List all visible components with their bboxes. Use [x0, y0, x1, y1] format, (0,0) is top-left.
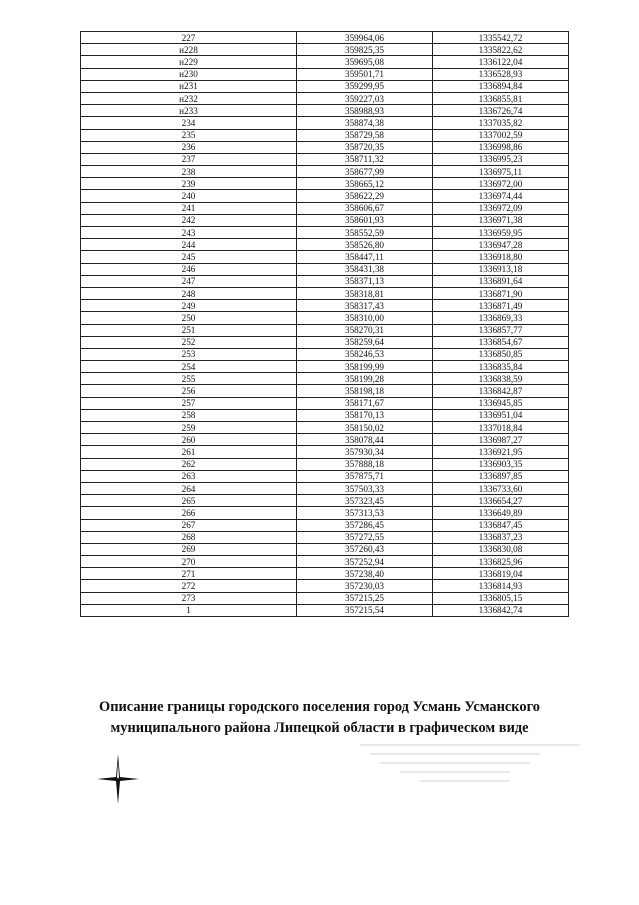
point-number-cell: 238 — [81, 166, 297, 178]
coordinates-table — [80, 31, 569, 617]
x-coordinate-cell: 358259,64 — [297, 336, 433, 348]
x-coordinate-cell: 358601,93 — [297, 214, 433, 226]
point-number-cell: 250 — [81, 312, 297, 324]
x-coordinate-cell: 359227,03 — [297, 92, 433, 104]
point-number-cell: 252 — [81, 336, 297, 348]
y-coordinate-cell: 1336972,00 — [433, 178, 569, 190]
table-row — [81, 409, 569, 421]
point-number-cell: 244 — [81, 239, 297, 251]
table-row — [81, 531, 569, 543]
y-coordinate-cell: 1336975,11 — [433, 166, 569, 178]
x-coordinate-cell: 358310,00 — [297, 312, 433, 324]
table-row — [81, 373, 569, 385]
x-coordinate-cell: 358170,13 — [297, 409, 433, 421]
point-number-cell: 258 — [81, 409, 297, 421]
y-coordinate-cell: 1336921,95 — [433, 446, 569, 458]
table-row — [81, 300, 569, 312]
y-coordinate-cell: 1337018,84 — [433, 422, 569, 434]
table-row — [81, 568, 569, 580]
y-coordinate-cell: 1336987,27 — [433, 434, 569, 446]
y-coordinate-cell: 1336855,81 — [433, 92, 569, 104]
y-coordinate-cell: 1335542,72 — [433, 32, 569, 44]
x-coordinate-cell: 357503,33 — [297, 482, 433, 494]
x-coordinate-cell: 358199,28 — [297, 373, 433, 385]
x-coordinate-cell: 359964,06 — [297, 32, 433, 44]
point-number-cell: 259 — [81, 422, 297, 434]
y-coordinate-cell: 1336825,96 — [433, 556, 569, 568]
y-coordinate-cell: 1336819,04 — [433, 568, 569, 580]
point-number-cell: н228 — [81, 44, 297, 56]
x-coordinate-cell: 358720,35 — [297, 141, 433, 153]
y-coordinate-cell: 1336654,27 — [433, 495, 569, 507]
point-number-cell: 227 — [81, 32, 297, 44]
point-number-cell: 251 — [81, 324, 297, 336]
y-coordinate-cell: 1336842,74 — [433, 604, 569, 616]
point-number-cell: 260 — [81, 434, 297, 446]
x-coordinate-cell: 357215,54 — [297, 604, 433, 616]
y-coordinate-cell: 1336971,38 — [433, 214, 569, 226]
north-arrow-compass-icon — [95, 752, 141, 806]
point-number-cell: 253 — [81, 348, 297, 360]
point-number-cell: 261 — [81, 446, 297, 458]
table-row — [81, 92, 569, 104]
table-row — [81, 239, 569, 251]
point-number-cell: 246 — [81, 263, 297, 275]
y-coordinate-cell: 1336959,95 — [433, 227, 569, 239]
x-coordinate-cell: 358526,80 — [297, 239, 433, 251]
x-coordinate-cell: 358171,67 — [297, 397, 433, 409]
y-coordinate-cell: 1336835,84 — [433, 361, 569, 373]
caption-line-1: Описание границы городского поселения город Усмань Усманского — [99, 699, 540, 715]
point-number-cell: 256 — [81, 385, 297, 397]
x-coordinate-cell: 359695,08 — [297, 56, 433, 68]
point-number-cell: 266 — [81, 507, 297, 519]
table-row — [81, 275, 569, 287]
table-row — [81, 348, 569, 360]
table-row — [81, 556, 569, 568]
y-coordinate-cell: 1336897,85 — [433, 470, 569, 482]
faded-bleed-through-lines — [360, 744, 580, 789]
point-number-cell: 237 — [81, 153, 297, 165]
x-coordinate-cell: 357230,03 — [297, 580, 433, 592]
point-number-cell: 262 — [81, 458, 297, 470]
y-coordinate-cell: 1336891,64 — [433, 275, 569, 287]
y-coordinate-cell: 1336733,60 — [433, 482, 569, 494]
point-number-cell: 241 — [81, 202, 297, 214]
point-number-cell: н231 — [81, 80, 297, 92]
x-coordinate-cell: 357875,71 — [297, 470, 433, 482]
y-coordinate-cell: 1336918,80 — [433, 251, 569, 263]
x-coordinate-cell: 358078,44 — [297, 434, 433, 446]
table-row — [81, 56, 569, 68]
y-coordinate-cell: 1336805,15 — [433, 592, 569, 604]
y-coordinate-cell: 1336951,04 — [433, 409, 569, 421]
y-coordinate-cell: 1336995,23 — [433, 153, 569, 165]
y-coordinate-cell: 1336972,09 — [433, 202, 569, 214]
x-coordinate-cell: 358606,67 — [297, 202, 433, 214]
point-number-cell: 249 — [81, 300, 297, 312]
point-number-cell: 243 — [81, 227, 297, 239]
y-coordinate-cell: 1336842,87 — [433, 385, 569, 397]
y-coordinate-cell: 1336913,18 — [433, 263, 569, 275]
x-coordinate-cell: 358198,18 — [297, 385, 433, 397]
y-coordinate-cell: 1336847,45 — [433, 519, 569, 531]
point-number-cell: 248 — [81, 287, 297, 299]
point-number-cell: 270 — [81, 556, 297, 568]
y-coordinate-cell: 1336857,77 — [433, 324, 569, 336]
point-number-cell: 272 — [81, 580, 297, 592]
table-row — [81, 361, 569, 373]
y-coordinate-cell: 1335822,62 — [433, 44, 569, 56]
table-row — [81, 324, 569, 336]
x-coordinate-cell: 358270,31 — [297, 324, 433, 336]
point-number-cell: 257 — [81, 397, 297, 409]
y-coordinate-cell: 1336850,85 — [433, 348, 569, 360]
y-coordinate-cell: 1336854,67 — [433, 336, 569, 348]
x-coordinate-cell: 357286,45 — [297, 519, 433, 531]
x-coordinate-cell: 359501,71 — [297, 68, 433, 80]
table-row — [81, 178, 569, 190]
x-coordinate-cell: 358199,99 — [297, 361, 433, 373]
x-coordinate-cell: 357252,94 — [297, 556, 433, 568]
table-row — [81, 263, 569, 275]
x-coordinate-cell: 357313,53 — [297, 507, 433, 519]
table-row — [81, 482, 569, 494]
x-coordinate-cell: 357238,40 — [297, 568, 433, 580]
x-coordinate-cell: 358874,38 — [297, 117, 433, 129]
y-coordinate-cell: 1337002,59 — [433, 129, 569, 141]
table-row — [81, 580, 569, 592]
y-coordinate-cell: 1336869,33 — [433, 312, 569, 324]
x-coordinate-cell: 357272,55 — [297, 531, 433, 543]
point-number-cell: 242 — [81, 214, 297, 226]
y-coordinate-cell: 1336903,35 — [433, 458, 569, 470]
y-coordinate-cell: 1336894,84 — [433, 80, 569, 92]
x-coordinate-cell: 357888,18 — [297, 458, 433, 470]
table-row — [81, 422, 569, 434]
y-coordinate-cell: 1336998,86 — [433, 141, 569, 153]
caption-line-2: муниципального района Липецкой области в графическом виде — [110, 720, 529, 736]
table-row — [81, 385, 569, 397]
point-number-cell: н230 — [81, 68, 297, 80]
point-number-cell: 267 — [81, 519, 297, 531]
point-number-cell: н233 — [81, 105, 297, 117]
y-coordinate-cell: 1336838,59 — [433, 373, 569, 385]
table-row — [81, 166, 569, 178]
table-row — [81, 592, 569, 604]
point-number-cell: 264 — [81, 482, 297, 494]
y-coordinate-cell: 1336528,93 — [433, 68, 569, 80]
y-coordinate-cell: 1336122,04 — [433, 56, 569, 68]
x-coordinate-cell: 359299,95 — [297, 80, 433, 92]
y-coordinate-cell: 1336726,74 — [433, 105, 569, 117]
x-coordinate-cell: 357930,34 — [297, 446, 433, 458]
x-coordinate-cell: 358431,38 — [297, 263, 433, 275]
y-coordinate-cell: 1336871,90 — [433, 287, 569, 299]
table-row — [81, 117, 569, 129]
point-number-cell: 234 — [81, 117, 297, 129]
coordinates-table-body — [81, 32, 569, 617]
graphic-description-caption — [40, 697, 599, 739]
y-coordinate-cell: 1336814,93 — [433, 580, 569, 592]
table-row — [81, 397, 569, 409]
table-row — [81, 336, 569, 348]
x-coordinate-cell: 358317,43 — [297, 300, 433, 312]
x-coordinate-cell: 358677,99 — [297, 166, 433, 178]
table-row — [81, 227, 569, 239]
point-number-cell: 273 — [81, 592, 297, 604]
x-coordinate-cell: 358665,12 — [297, 178, 433, 190]
y-coordinate-cell: 1336837,23 — [433, 531, 569, 543]
table-row — [81, 32, 569, 44]
x-coordinate-cell: 358150,02 — [297, 422, 433, 434]
point-number-cell: 240 — [81, 190, 297, 202]
point-number-cell: 236 — [81, 141, 297, 153]
point-number-cell: 239 — [81, 178, 297, 190]
point-number-cell: 235 — [81, 129, 297, 141]
point-number-cell: 265 — [81, 495, 297, 507]
y-coordinate-cell: 1336649,89 — [433, 507, 569, 519]
point-number-cell: 271 — [81, 568, 297, 580]
x-coordinate-cell: 358729,58 — [297, 129, 433, 141]
table-row — [81, 495, 569, 507]
y-coordinate-cell: 1336947,28 — [433, 239, 569, 251]
table-row — [81, 129, 569, 141]
point-number-cell: н232 — [81, 92, 297, 104]
point-number-cell: 269 — [81, 543, 297, 555]
table-row — [81, 68, 569, 80]
table-row — [81, 507, 569, 519]
x-coordinate-cell: 358318,81 — [297, 287, 433, 299]
table-row — [81, 214, 569, 226]
y-coordinate-cell: 1337035,82 — [433, 117, 569, 129]
x-coordinate-cell: 358371,13 — [297, 275, 433, 287]
x-coordinate-cell: 358246,53 — [297, 348, 433, 360]
point-number-cell: 268 — [81, 531, 297, 543]
table-row — [81, 44, 569, 56]
y-coordinate-cell: 1336974,44 — [433, 190, 569, 202]
point-number-cell: 263 — [81, 470, 297, 482]
table-row — [81, 312, 569, 324]
table-row — [81, 470, 569, 482]
x-coordinate-cell: 358552,59 — [297, 227, 433, 239]
y-coordinate-cell: 1336830,08 — [433, 543, 569, 555]
table-row — [81, 287, 569, 299]
x-coordinate-cell: 359825,35 — [297, 44, 433, 56]
point-number-cell: 254 — [81, 361, 297, 373]
y-coordinate-cell: 1336871,49 — [433, 300, 569, 312]
table-row — [81, 105, 569, 117]
y-coordinate-cell: 1336945,85 — [433, 397, 569, 409]
x-coordinate-cell: 357215,25 — [297, 592, 433, 604]
table-row — [81, 190, 569, 202]
table-row — [81, 604, 569, 616]
table-row — [81, 80, 569, 92]
x-coordinate-cell: 357260,43 — [297, 543, 433, 555]
table-row — [81, 434, 569, 446]
table-row — [81, 251, 569, 263]
x-coordinate-cell: 357323,45 — [297, 495, 433, 507]
table-row — [81, 141, 569, 153]
point-number-cell: н229 — [81, 56, 297, 68]
table-row — [81, 458, 569, 470]
x-coordinate-cell: 358622,29 — [297, 190, 433, 202]
point-number-cell: 255 — [81, 373, 297, 385]
x-coordinate-cell: 358447,11 — [297, 251, 433, 263]
table-row — [81, 153, 569, 165]
table-row — [81, 446, 569, 458]
table-row — [81, 519, 569, 531]
point-number-cell: 1 — [81, 604, 297, 616]
point-number-cell: 247 — [81, 275, 297, 287]
table-row — [81, 202, 569, 214]
point-number-cell: 245 — [81, 251, 297, 263]
x-coordinate-cell: 358988,93 — [297, 105, 433, 117]
table-row — [81, 543, 569, 555]
x-coordinate-cell: 358711,32 — [297, 153, 433, 165]
